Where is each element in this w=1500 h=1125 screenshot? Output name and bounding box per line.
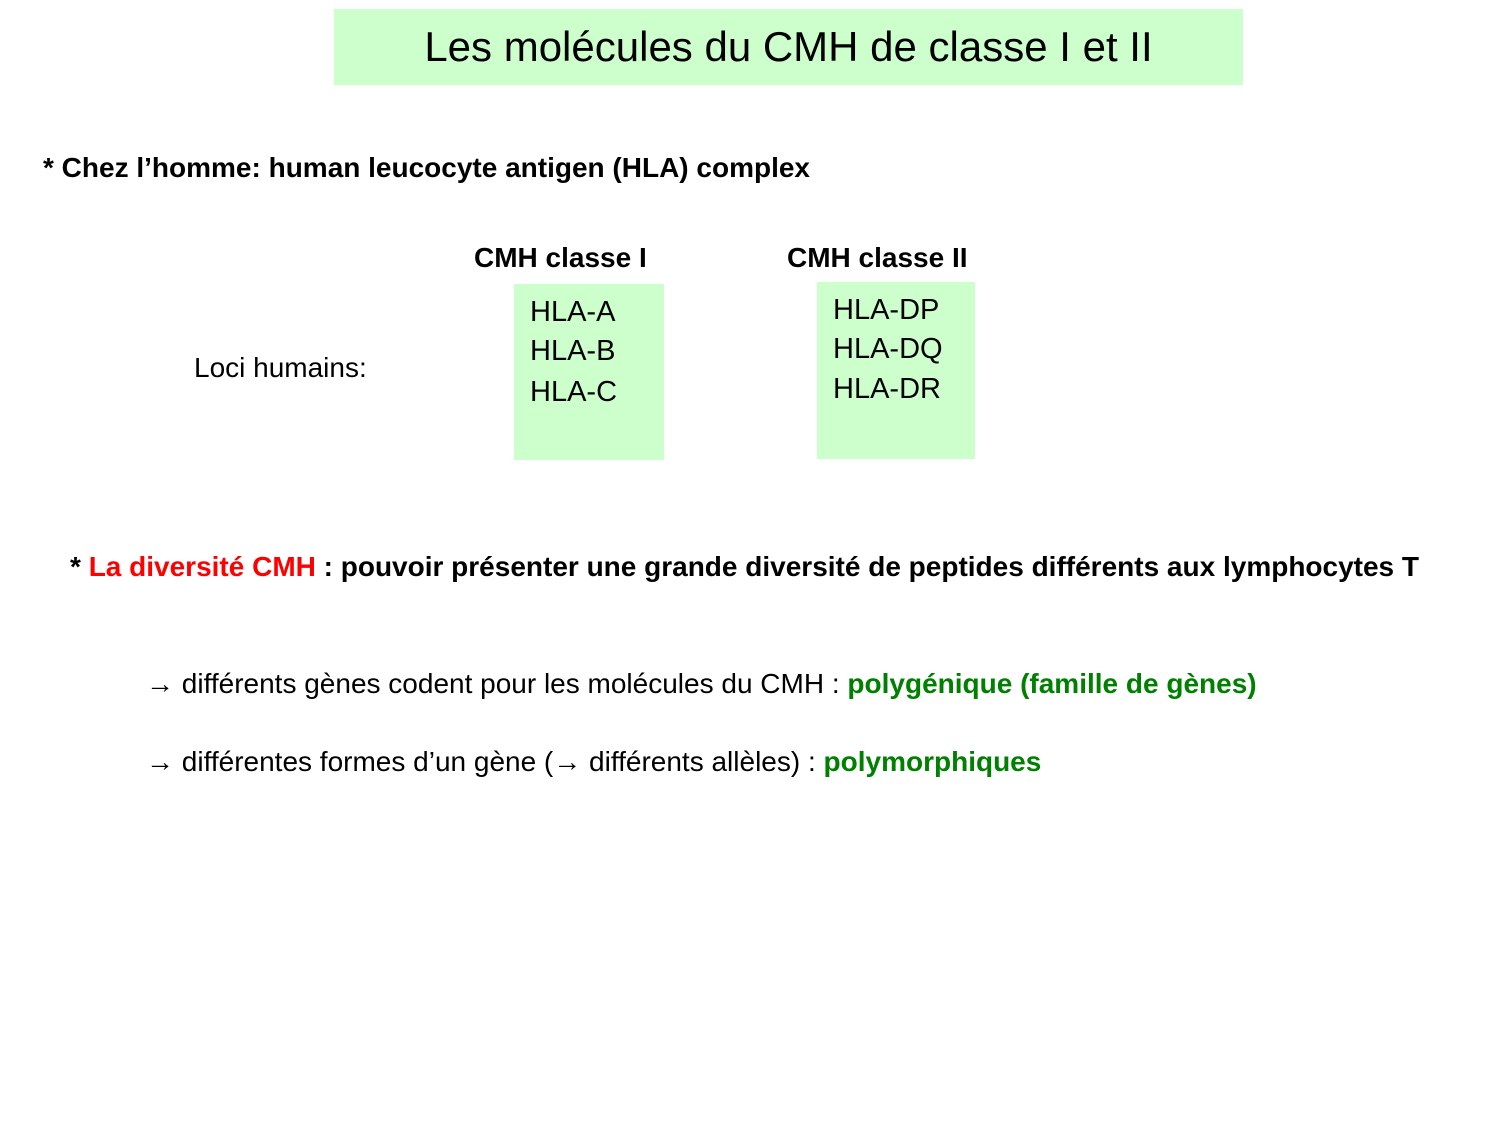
title-banner	[334, 9, 1243, 85]
diversity-paragraph	[70, 547, 1470, 587]
arrow-icon: →	[146, 668, 174, 699]
locus-hla-a: HLA-A	[530, 296, 616, 328]
bullet-polymorphic	[146, 746, 1041, 778]
locus-hla-dp: HLA-DP	[833, 294, 940, 326]
loci-label: Loci humains:	[194, 352, 367, 383]
bullet-highlight: polymorphiques	[823, 746, 1042, 777]
class2-header: CMH classe II	[787, 242, 968, 273]
locus-hla-dq: HLA-DQ	[833, 333, 943, 365]
arrow-icon: →	[146, 746, 174, 777]
bullet-polygenic	[146, 668, 1257, 700]
locus-hla-c: HLA-C	[530, 376, 618, 408]
bullet-text: différents gènes codent pour les molécules du CMH :	[174, 668, 848, 699]
locus-hla-dr: HLA-DR	[833, 373, 941, 405]
diversity-text: : pouvoir présenter une grande diversité de peptides différents aux lymphocytes T	[315, 551, 1420, 582]
class1-loci-box	[514, 284, 664, 460]
class2-loci-box	[817, 282, 975, 459]
bullet-text: différentes formes d’un gène (→ différents allèles) :	[174, 746, 824, 777]
slide-title: Les molécules du CMH de classe I et II	[424, 23, 1153, 70]
locus-hla-b: HLA-B	[530, 335, 616, 367]
diversity-prefix: *	[70, 551, 89, 582]
bullet-highlight: polygénique (famille de gènes)	[847, 668, 1257, 699]
class1-header: CMH classe I	[474, 242, 647, 273]
diversity-highlight: La diversité CMH	[88, 551, 316, 582]
intro-line: * Chez l’homme: human leucocyte antigen (HLA) complex	[43, 152, 811, 183]
